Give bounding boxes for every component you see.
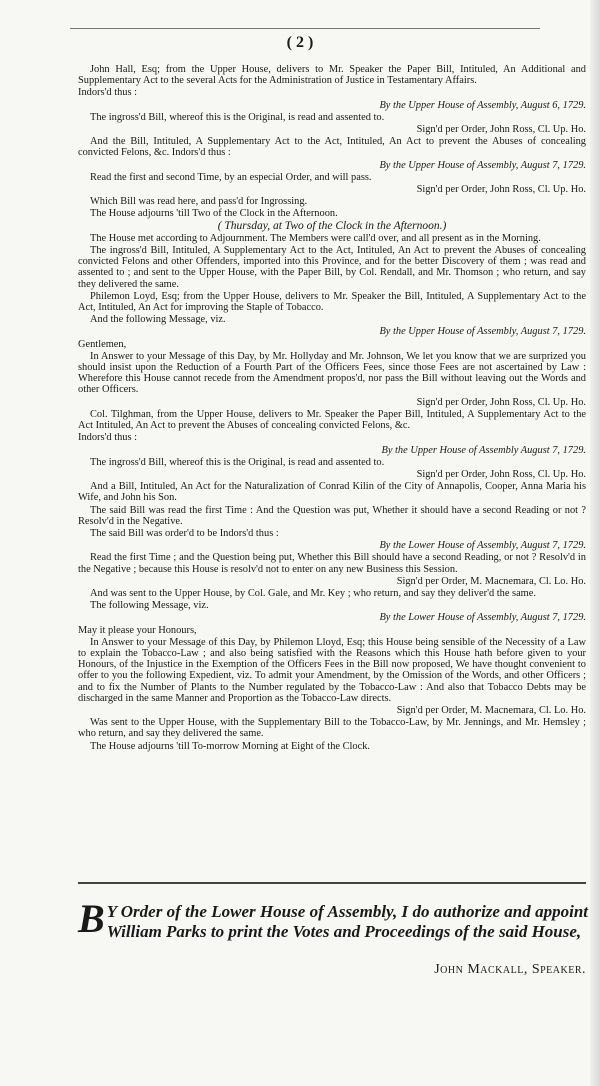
paragraph-p17: By the Upper House of Assembly, August 7, 1729. <box>379 326 586 338</box>
paragraph-p3: By the Upper House of Assembly, August 6, 1729. <box>379 99 586 111</box>
paragraph-p29: By the Lower House of Assembly, August 7, 1729. <box>379 540 586 552</box>
speaker-signature: John Mackall, Speaker. <box>434 962 586 977</box>
paragraph-p21: Col. Tilghman, from the Upper House, delivers to Mr. Speaker the Paper Bill, Intituled, A Supplementary Act to the Act Intituled, An Act to prevent the Abuses of concealing convicted Felons, &c. <box>78 408 586 432</box>
paragraph-p31: Sign'd per Order, M. Macnemara, Cl. Lo. Ho. <box>396 575 586 587</box>
paragraph-p13: The House met according to Adjournment. The Members were call'd over, and all present as in the Morning. <box>90 232 541 244</box>
paragraph-p9: Sign'd per Order, John Ross, Cl. Up. Ho. <box>416 184 586 196</box>
paragraph-p18: Gentlemen, <box>78 338 127 350</box>
paragraph-p16: And the following Message, viz. <box>90 314 226 326</box>
paragraph-p32: And was sent to the Upper House, by Col. Gale, and Mr. Key ; who return, and say they deliver'd the same. <box>90 587 536 599</box>
section-divider <box>78 882 586 884</box>
paragraph-p1: John Hall, Esq; from the Upper House, delivers to Mr. Speaker the Paper Bill, Intituled, An Additional and Supplementary Act to the several Acts for the Administration of Justice in Testamentary Affairs. <box>78 64 586 87</box>
paragraph-p14: The ingross'd Bill, Intituled, A Supplementary Act to the Act, Intituled, An Act to prevent the Abuses of concealing convicted Felons and other Offenders, imported into this Province, and for the better Discovery of them ; was read and assented to ; and sent to the Upper House, with the Paper Bill, by Col. Rendall, and Mr. Thomson ; who return, and say they delivered the same. <box>78 245 586 290</box>
paragraph-p38: Was sent to the Upper House, with the Supplementary Bill to the Tobacco-Law, by Mr. Jennings, and Mr. Hemsley ; who return, and say they delivered the same. <box>78 717 586 740</box>
paragraph-p11: The House adjourns 'till Two of the Clock in the Afternoon. <box>90 208 338 220</box>
paragraph-p12: ( Thursday, at Two of the Clock in the Afternoon.) <box>217 219 447 232</box>
paragraph-p15: Philemon Loyd, Esq; from the Upper House, delivers to Mr. Speaker the Bill, Intituled, A Supplementary Act to the Act, Intituled, An Act for improving the Staple of Tobacco. <box>78 290 586 314</box>
paragraph-p19: In Answer to your Message of this Day, by Mr. Hollyday and Mr. Johnson, We let you know that we are surprized you should insist upon the Reduction of a Fourth Part of the Officers Fees, since those Fees are not ascertained by Law : Wherefore this House cannot recede from the Amendment propos'd, nor pass the Bill without leaving out the Words and other Officers. <box>78 350 586 396</box>
paragraph-p5: Sign'd per Order, John Ross, Cl. Up. Ho. <box>416 124 586 136</box>
printing-order-text: Y Order of the Lower House of Assembly, I do authorize and appoint William Parks to print the Votes and Proceedings of the said House, <box>106 902 588 941</box>
paragraph-p33: The following Message, viz. <box>90 600 209 612</box>
top-rule <box>70 28 540 29</box>
paragraph-p24: The ingross'd Bill, whereof this is the Original, is read and assented to. <box>90 456 385 468</box>
page-number: ( 2 ) <box>286 34 314 51</box>
printing-order <box>78 896 588 942</box>
paragraph-p35: May it please your Honours, <box>78 624 197 636</box>
paragraph-p27: The said Bill was read the first Time : And the Question was put, Whether it should have a second Reading or not ? Resolv'd in the Negative. <box>78 504 586 527</box>
paragraph-p22: Indors'd thus : <box>78 432 138 444</box>
paragraph-p36: In Answer to your Message of this Day, by Philemon Lloyd, Esq; this House being sensible of the Necessity of a Law to explain the Tobacco-Law ; and also being satisfied with the Reasons which this House hath before given to your Honours, of the Injustice in the Exemption of the Officers Fees in the Bill now proposed, We have thought convenient to offer to you the following Expedient, viz. To admit your Amendment, by the Omission of the Words, and other Officers ; and to fix the Number of Plants to the Number regulated by the Tobacco-Law : And also that Tobacco Debts may be discharged in the same Manner and Proportion as the Tobacco-Law directs. <box>78 636 586 704</box>
page-edge-shadow <box>590 0 600 1086</box>
paragraph-p25: Sign'd per Order, John Ross, Cl. Up. Ho. <box>416 468 586 480</box>
paragraph-p8: Read the first and second Time, by an especial Order, and will pass. <box>90 171 372 183</box>
paragraph-p28: The said Bill was order'd to be Indors'd thus : <box>90 527 279 539</box>
paragraph-p37: Sign'd per Order, M. Macnemara, Cl. Lo. Ho. <box>396 704 586 716</box>
paragraph-p23: By the Upper House of Assembly August 7, 1729. <box>381 444 586 456</box>
paragraph-p39: The House adjourns 'till To-morrow Morning at Eight of the Clock. <box>90 740 371 752</box>
paragraph-p2: Indors'd thus : <box>78 87 138 99</box>
paragraph-p30: Read the first Time ; and the Question being put, Whether this Bill should have a second Reading, or not ? Resolv'd in the Negative ; because this House is resolv'd not to enter on any new Business this Session. <box>78 552 586 575</box>
paragraph-p4: The ingross'd Bill, whereof this is the Original, is read and assented to. <box>90 111 385 123</box>
paragraph-p20: Sign'd per Order, John Ross, Cl. Up. Ho. <box>416 396 586 408</box>
paragraph-p26: And a Bill, Intituled, An Act for the Naturalization of Conrad Kilin of the City of Annapolis, Cooper, Anna Maria his Wife, and John his Son. <box>78 481 586 504</box>
paragraph-p10: Which Bill was read here, and pass'd for Ingrossing. <box>90 196 308 208</box>
paragraph-p7: By the Upper House of Assembly, August 7, 1729. <box>379 159 586 171</box>
paragraph-p6: And the Bill, Intituled, A Supplementary Act to the Act, Intituled, An Act to prevent the Abuses of concealing convicted Felons, &c. Indors'd thus : <box>78 136 586 159</box>
proceedings-text <box>78 64 586 753</box>
drop-cap: B <box>78 896 105 941</box>
paragraph-p34: By the Lower House of Assembly, August 7, 1729. <box>379 612 586 624</box>
